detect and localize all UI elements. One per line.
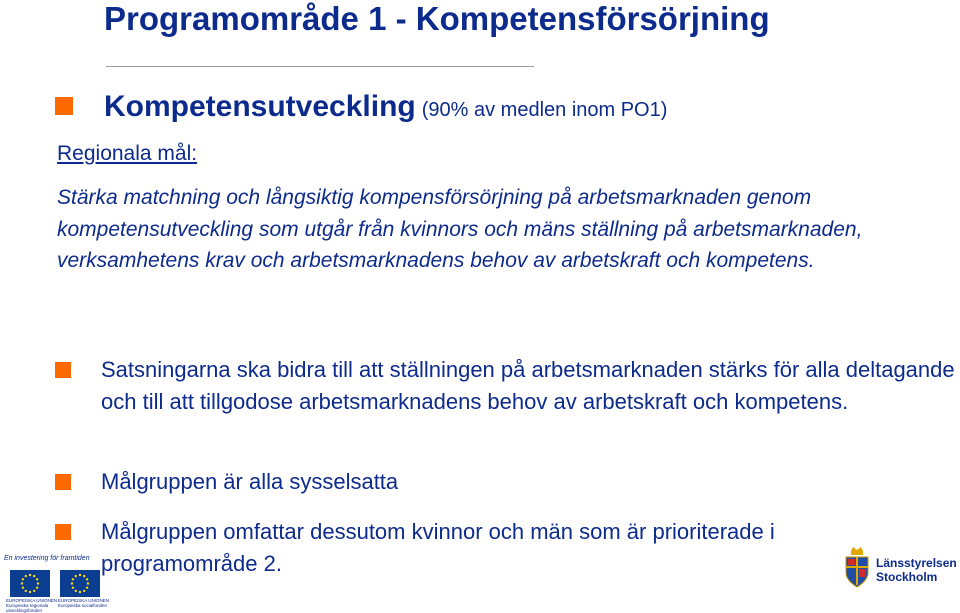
bullet-marker bbox=[55, 362, 71, 378]
eu-right-caption: EUROPEISKA UNIONEN Europeiska socialfonden bbox=[58, 598, 110, 608]
coat-of-arms-icon bbox=[842, 547, 872, 589]
eu-flag-icon bbox=[60, 570, 100, 597]
title-divider bbox=[106, 66, 534, 67]
goal-label: Regionala mål: bbox=[57, 142, 198, 165]
eu-left-caption: EUROPEISKA UNIONEN Europeiska regionala utvecklingsfonden bbox=[6, 598, 58, 613]
bullet-marker bbox=[55, 524, 71, 540]
goal-text: Stärka matchning och långsiktig kompensförsörjning på arbetsmarknaden genom kompetensutveckling som utgår från kvinnors och mäns ställning på arbetsmarknaden, verksamhetens krav och arbetsmarknadens behov av arbetskraft och kompetens. bbox=[57, 186, 863, 272]
section-heading-text: Kompetensutveckling bbox=[104, 90, 416, 123]
section-heading-note: (90% av medlen inom PO1) bbox=[421, 99, 668, 121]
eu-tagline: En investering för framtiden bbox=[4, 555, 90, 562]
bullet-marker bbox=[55, 474, 71, 490]
lansstyrelsen-logo-text: Länsstyrelsen Stockholm bbox=[876, 556, 957, 584]
section-heading bbox=[104, 90, 667, 129]
section-bullet bbox=[55, 97, 73, 115]
bullet-item: Målgruppen är alla sysselsatta bbox=[101, 469, 399, 494]
bullet-item: Satsningarna ska bidra till att ställningen på arbetsmarknaden stärks för alla deltagande och till att tillgodose arbetsmarknadens behov av arbetskraft och kompetens. bbox=[101, 357, 955, 414]
eu-flag-icon bbox=[10, 570, 50, 597]
slide-title: Programområde 1 - Kompetensförsörjning bbox=[104, 0, 770, 37]
bullet-item: Målgruppen omfattar dessutom kvinnor och män som är prioriterade i programområde 2. bbox=[101, 519, 775, 576]
